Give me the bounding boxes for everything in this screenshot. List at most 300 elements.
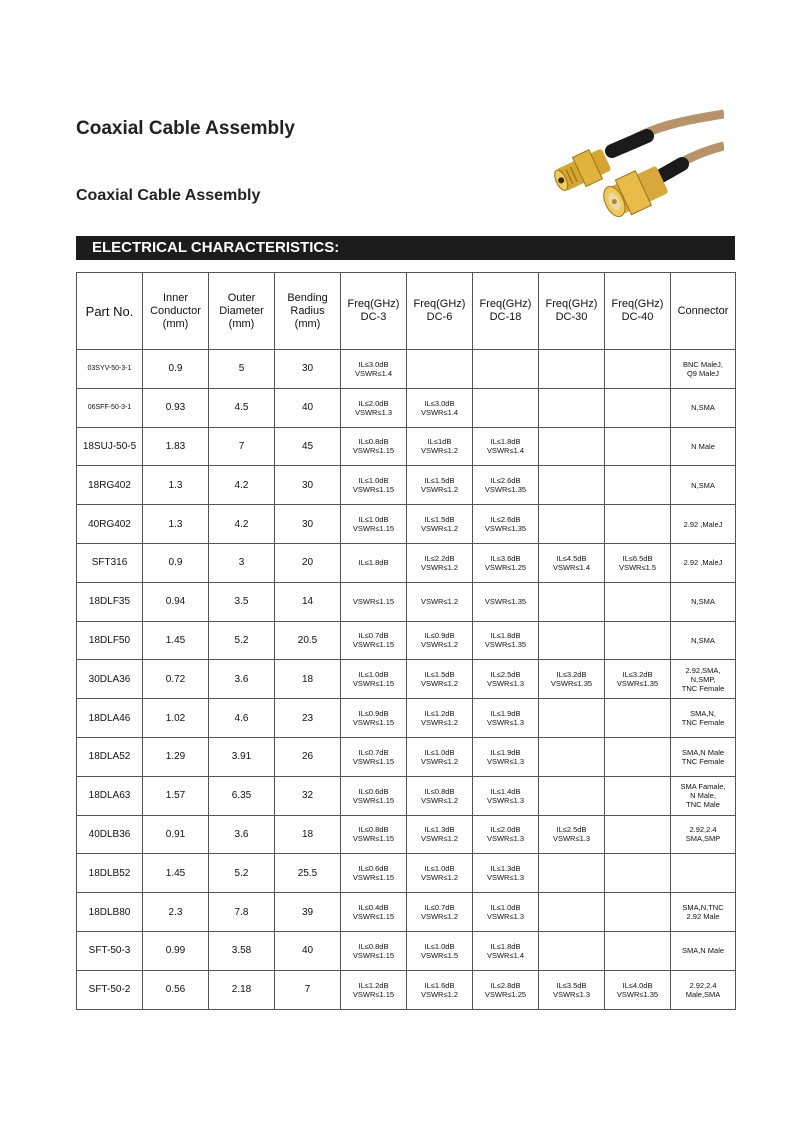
freq-f6-cell xyxy=(407,350,473,389)
freq-f30-cell xyxy=(539,466,605,505)
table-row xyxy=(77,970,736,1009)
spec-line-1: IL≤2.0dB xyxy=(358,398,389,408)
spec-line-2: VSWR≤1.2 xyxy=(420,562,459,572)
connector-cell xyxy=(671,699,736,738)
spec-line-1: IL≤3.2dB xyxy=(622,670,653,680)
connector-line: N Male, xyxy=(690,791,716,801)
connector-cell xyxy=(671,776,736,815)
spec-line-2: VSWR≤1.2 xyxy=(420,834,459,844)
connector-cell xyxy=(671,893,736,932)
freq-f3-cell xyxy=(341,505,407,544)
bending-radius-cell: 20.5 xyxy=(275,621,341,660)
inner-conductor-cell: 2.3 xyxy=(143,893,209,932)
spec-line-1: IL≤1.0dB xyxy=(358,670,389,680)
freq-f3-cell xyxy=(341,660,407,699)
freq-f3-cell xyxy=(341,582,407,621)
inner-conductor-cell: 0.9 xyxy=(143,543,209,582)
spec-line-1: IL≤0.7dB xyxy=(358,747,389,757)
table-row xyxy=(77,543,736,582)
spec-line-2: VSWR≤1.15 xyxy=(352,718,395,728)
bending-radius-cell: 30 xyxy=(275,466,341,505)
spec-line-1: IL≤1.3dB xyxy=(424,825,455,835)
freq-f40-cell xyxy=(605,505,671,544)
freq-f30-cell xyxy=(539,893,605,932)
table-row xyxy=(77,737,736,776)
freq-f6-cell xyxy=(407,854,473,893)
inner-conductor-cell: 1.45 xyxy=(143,621,209,660)
freq-f40-cell xyxy=(605,621,671,660)
bending-radius-cell: 32 xyxy=(275,776,341,815)
freq-f3-cell xyxy=(341,776,407,815)
table-row xyxy=(77,505,736,544)
connector-line: Male,SMA xyxy=(685,989,721,999)
col-header-inner-conductor: Inner Conductor (mm) xyxy=(143,273,209,350)
spec-line-1: IL≤2.6dB xyxy=(490,476,521,486)
connector-line: TNC Male xyxy=(686,800,720,810)
spec-line-1: IL≤1.9dB xyxy=(490,709,521,719)
outer-diameter-cell: 4.2 xyxy=(209,505,275,544)
connector-line: SMA Famale, xyxy=(680,782,726,792)
spec-line-2: VSWR≤1.4 xyxy=(552,562,591,572)
spec-line-1: IL≤1.0dB xyxy=(424,864,455,874)
table-row xyxy=(77,466,736,505)
spec-line-2: VSWR≤1.2 xyxy=(420,912,459,922)
connector-line: SMA,N,TNC xyxy=(682,903,724,913)
connector-line: SMA,SMP xyxy=(685,834,721,844)
spec-line-2: VSWR≤1.35 xyxy=(484,485,527,495)
connector-cell xyxy=(671,621,736,660)
table-header-row xyxy=(77,273,736,350)
freq-f40-cell xyxy=(605,699,671,738)
spec-line-2: VSWR≤1.15 xyxy=(352,834,395,844)
connector-line: N,SMA xyxy=(691,403,715,413)
outer-diameter-cell: 3.91 xyxy=(209,737,275,776)
spec-line-1: IL≤1.0dB xyxy=(424,747,455,757)
bending-radius-cell: 39 xyxy=(275,893,341,932)
part-number-cell: 18RG402 xyxy=(77,466,143,505)
part-number-cell: 18SUJ-50-5 xyxy=(77,427,143,466)
freq-f6-cell xyxy=(407,699,473,738)
part-number-cell: 30DLA36 xyxy=(77,660,143,699)
spec-line-2: VSWR≤1.15 xyxy=(352,640,395,650)
outer-diameter-cell: 3 xyxy=(209,543,275,582)
freq-f30-cell xyxy=(539,815,605,854)
spec-line-2: VSWR≤1.2 xyxy=(420,640,459,650)
inner-conductor-cell: 0.99 xyxy=(143,931,209,970)
part-number-cell: 18DLA46 xyxy=(77,699,143,738)
col-header-part-no: Part No. xyxy=(77,273,143,350)
freq-f3-cell xyxy=(341,621,407,660)
freq-f3-cell xyxy=(341,427,407,466)
outer-diameter-cell: 7.8 xyxy=(209,893,275,932)
connector-line: N,SMA xyxy=(691,597,715,607)
spec-line-2: VSWR≤1.5 xyxy=(420,950,459,960)
connector-cell xyxy=(671,543,736,582)
freq-f6-cell xyxy=(407,893,473,932)
freq-f18-cell xyxy=(473,737,539,776)
outer-diameter-cell: 6.35 xyxy=(209,776,275,815)
freq-f6-cell xyxy=(407,931,473,970)
outer-diameter-cell: 5 xyxy=(209,350,275,389)
connector-cell xyxy=(671,931,736,970)
connector-cell xyxy=(671,350,736,389)
inner-conductor-cell: 0.9 xyxy=(143,350,209,389)
spec-line-2: VSWR≤1.15 xyxy=(352,679,395,689)
spec-line-2: VSWR≤1.25 xyxy=(484,989,527,999)
table-row xyxy=(77,350,736,389)
spec-line-1: IL≤0.6dB xyxy=(358,864,389,874)
freq-f30-cell xyxy=(539,854,605,893)
spec-line-1: IL≤3.6dB xyxy=(490,553,521,563)
freq-f18-cell xyxy=(473,699,539,738)
outer-diameter-cell: 3.5 xyxy=(209,582,275,621)
spec-line-2: VSWR≤1.3 xyxy=(552,834,591,844)
freq-f18-cell xyxy=(473,931,539,970)
freq-f3-cell xyxy=(341,815,407,854)
bending-radius-cell: 40 xyxy=(275,388,341,427)
spec-line-1: IL≤1.0dB xyxy=(490,903,521,913)
connector-cell xyxy=(671,970,736,1009)
connector-cell xyxy=(671,737,736,776)
col-header-freq-dc40: Freq(GHz) DC-40 xyxy=(605,273,671,350)
spec-line-1: IL≤1dB xyxy=(427,437,452,447)
spec-line-1: IL≤0.6dB xyxy=(358,786,389,796)
col-header-freq-dc30: Freq(GHz) DC-30 xyxy=(539,273,605,350)
freq-f30-cell xyxy=(539,505,605,544)
spec-line-1: VSWR≤1.15 xyxy=(352,597,395,607)
table-row xyxy=(77,699,736,738)
freq-f6-cell xyxy=(407,427,473,466)
spec-line-2: VSWR≤1.3 xyxy=(354,407,393,417)
table-row xyxy=(77,931,736,970)
freq-f6-cell xyxy=(407,543,473,582)
electrical-characteristics-table xyxy=(76,272,736,1010)
spec-line-2: VSWR≤1.35 xyxy=(616,989,659,999)
table-row xyxy=(77,854,736,893)
spec-line-2: VSWR≤1.2 xyxy=(420,485,459,495)
outer-diameter-cell: 4.2 xyxy=(209,466,275,505)
inner-conductor-cell: 0.93 xyxy=(143,388,209,427)
table-row xyxy=(77,388,736,427)
connector-line: N,SMP, xyxy=(690,674,716,684)
part-number-cell: SFT-50-2 xyxy=(77,970,143,1009)
freq-f6-cell xyxy=(407,737,473,776)
freq-f40-cell xyxy=(605,660,671,699)
spec-line-1: IL≤1.8dB xyxy=(490,941,521,951)
part-number-cell: 06SFF-50-3-1 xyxy=(77,388,143,427)
freq-f3-cell xyxy=(341,388,407,427)
inner-conductor-cell: 0.72 xyxy=(143,660,209,699)
freq-f18-cell xyxy=(473,970,539,1009)
freq-f40-cell xyxy=(605,388,671,427)
spec-line-1: IL≤2.5dB xyxy=(490,670,521,680)
connector-line: 2.92 ,MaleJ xyxy=(683,519,723,529)
freq-f18-cell xyxy=(473,350,539,389)
freq-f30-cell xyxy=(539,931,605,970)
spec-line-2: VSWR≤1.2 xyxy=(420,873,459,883)
freq-f6-cell xyxy=(407,970,473,1009)
spec-line-2: VSWR≤1.2 xyxy=(420,446,459,456)
freq-f30-cell xyxy=(539,970,605,1009)
freq-f18-cell xyxy=(473,893,539,932)
freq-f18-cell xyxy=(473,854,539,893)
freq-f30-cell xyxy=(539,388,605,427)
freq-f40-cell xyxy=(605,350,671,389)
col-header-freq-dc6: Freq(GHz) DC-6 xyxy=(407,273,473,350)
freq-f6-cell xyxy=(407,388,473,427)
freq-f30-cell xyxy=(539,699,605,738)
freq-f18-cell xyxy=(473,427,539,466)
freq-f3-cell xyxy=(341,893,407,932)
connector-line: N,SMA xyxy=(691,480,715,490)
part-number-cell: SFT-50-3 xyxy=(77,931,143,970)
bending-radius-cell: 25.5 xyxy=(275,854,341,893)
freq-f18-cell xyxy=(473,388,539,427)
freq-f30-cell xyxy=(539,621,605,660)
spec-line-1: IL≤0.8dB xyxy=(358,437,389,447)
spec-line-2: VSWR≤1.5 xyxy=(618,562,657,572)
part-number-cell: 18DLA63 xyxy=(77,776,143,815)
table-row xyxy=(77,660,736,699)
freq-f40-cell xyxy=(605,582,671,621)
freq-f40-cell xyxy=(605,970,671,1009)
freq-f40-cell xyxy=(605,427,671,466)
spec-line-1: IL≤3.0dB xyxy=(358,359,389,369)
connector-line: N Male xyxy=(691,441,715,451)
table-row xyxy=(77,893,736,932)
outer-diameter-cell: 7 xyxy=(209,427,275,466)
bending-radius-cell: 40 xyxy=(275,931,341,970)
section-banner: ELECTRICAL CHARACTERISTICS: xyxy=(76,236,735,260)
connector-line: TNC Female xyxy=(681,718,725,728)
spec-line-1: IL≤0.8dB xyxy=(358,825,389,835)
spec-line-2: VSWR≤1.4 xyxy=(354,368,393,378)
part-number-cell: SFT316 xyxy=(77,543,143,582)
spec-line-1: IL≤1.6dB xyxy=(424,980,455,990)
outer-diameter-cell: 3.6 xyxy=(209,815,275,854)
freq-f18-cell xyxy=(473,582,539,621)
spec-line-2: VSWR≤1.3 xyxy=(486,873,525,883)
spec-line-1: IL≤2.6dB xyxy=(490,515,521,525)
spec-line-1: IL≤4.0dB xyxy=(622,980,653,990)
freq-f40-cell xyxy=(605,466,671,505)
freq-f6-cell xyxy=(407,505,473,544)
freq-f6-cell xyxy=(407,815,473,854)
connector-line: SMA,N Male xyxy=(681,946,725,956)
freq-f30-cell xyxy=(539,776,605,815)
freq-f40-cell xyxy=(605,776,671,815)
spec-line-2: VSWR≤1.15 xyxy=(352,950,395,960)
spec-line-2: VSWR≤1.15 xyxy=(352,756,395,766)
spec-line-2: VSWR≤1.15 xyxy=(352,446,395,456)
freq-f18-cell xyxy=(473,466,539,505)
outer-diameter-cell: 3.58 xyxy=(209,931,275,970)
part-number-cell: 40DLB36 xyxy=(77,815,143,854)
spec-line-2: VSWR≤1.15 xyxy=(352,873,395,883)
spec-line-1: IL≤4.5dB xyxy=(556,553,587,563)
spec-line-1: IL≤0.4dB xyxy=(358,903,389,913)
connector-line: 2.92,2.4 xyxy=(689,980,717,990)
inner-conductor-cell: 1.29 xyxy=(143,737,209,776)
col-header-freq-dc3: Freq(GHz) DC-3 xyxy=(341,273,407,350)
bending-radius-cell: 30 xyxy=(275,505,341,544)
col-header-outer-diameter: Outer Diameter (mm) xyxy=(209,273,275,350)
inner-conductor-cell: 1.83 xyxy=(143,427,209,466)
spec-line-1: IL≤1.0dB xyxy=(358,515,389,525)
freq-f18-cell xyxy=(473,660,539,699)
freq-f6-cell xyxy=(407,660,473,699)
spec-line-1: IL≤2.2dB xyxy=(424,553,455,563)
spec-line-1: VSWR≤1.2 xyxy=(420,597,459,607)
spec-line-2: VSWR≤1.3 xyxy=(486,718,525,728)
spec-line-2: VSWR≤1.3 xyxy=(486,912,525,922)
bending-radius-cell: 7 xyxy=(275,970,341,1009)
page-subtitle: Coaxial Cable Assembly xyxy=(76,187,261,204)
freq-f3-cell xyxy=(341,737,407,776)
spec-line-2: VSWR≤1.2 xyxy=(420,679,459,689)
outer-diameter-cell: 5.2 xyxy=(209,621,275,660)
outer-diameter-cell: 4.6 xyxy=(209,699,275,738)
spec-line-2: VSWR≤1.3 xyxy=(486,679,525,689)
table-row xyxy=(77,621,736,660)
spec-line-1: IL≤0.8dB xyxy=(424,786,455,796)
freq-f3-cell xyxy=(341,543,407,582)
connector-line: Q9 MaleJ xyxy=(686,368,720,378)
connector-cell xyxy=(671,388,736,427)
inner-conductor-cell: 1.45 xyxy=(143,854,209,893)
freq-f3-cell xyxy=(341,466,407,505)
freq-f6-cell xyxy=(407,621,473,660)
spec-line-2: VSWR≤1.15 xyxy=(352,524,395,534)
table-row xyxy=(77,582,736,621)
bending-radius-cell: 23 xyxy=(275,699,341,738)
spec-line-1: IL≤0.9dB xyxy=(358,709,389,719)
spec-line-1: IL≤1.9dB xyxy=(490,747,521,757)
connector-cell xyxy=(671,854,736,893)
spec-line-1: IL≤1.2dB xyxy=(424,709,455,719)
inner-conductor-cell: 0.94 xyxy=(143,582,209,621)
cable-connector-photo xyxy=(552,106,724,218)
connector-line: 2.92 Male xyxy=(686,912,720,922)
bending-radius-cell: 30 xyxy=(275,350,341,389)
freq-f40-cell xyxy=(605,815,671,854)
page-title: Coaxial Cable Assembly xyxy=(76,118,295,139)
freq-f40-cell xyxy=(605,737,671,776)
spec-line-2: VSWR≤1.35 xyxy=(550,679,593,689)
freq-f6-cell xyxy=(407,466,473,505)
connector-line: SMA,N Male xyxy=(681,747,725,757)
connector-line: TNC Female xyxy=(681,683,725,693)
freq-f30-cell xyxy=(539,543,605,582)
inner-conductor-cell: 1.3 xyxy=(143,505,209,544)
spec-line-2: VSWR≤1.3 xyxy=(486,834,525,844)
spec-line-1: IL≤3.2dB xyxy=(556,670,587,680)
outer-diameter-cell: 5.2 xyxy=(209,854,275,893)
col-header-connector: Connector xyxy=(671,273,736,350)
freq-f18-cell xyxy=(473,505,539,544)
connector-line: TNC Female xyxy=(681,756,725,766)
spec-line-1: VSWR≤1.35 xyxy=(484,597,527,607)
table-row xyxy=(77,776,736,815)
freq-f40-cell xyxy=(605,854,671,893)
col-header-bending-radius: Bending Radius (mm) xyxy=(275,273,341,350)
spec-line-2: VSWR≤1.35 xyxy=(616,679,659,689)
freq-f18-cell xyxy=(473,776,539,815)
freq-f18-cell xyxy=(473,815,539,854)
inner-conductor-cell: 1.02 xyxy=(143,699,209,738)
spec-line-1: IL≤1.8dB xyxy=(490,631,521,641)
part-number-cell: 18DLF50 xyxy=(77,621,143,660)
freq-f18-cell xyxy=(473,543,539,582)
freq-f3-cell xyxy=(341,931,407,970)
spec-line-2: VSWR≤1.35 xyxy=(484,524,527,534)
spec-line-2: VSWR≤1.2 xyxy=(420,756,459,766)
freq-f30-cell xyxy=(539,427,605,466)
spec-line-2: VSWR≤1.15 xyxy=(352,485,395,495)
spec-line-1: IL≤1.3dB xyxy=(490,864,521,874)
spec-line-2: VSWR≤1.15 xyxy=(352,912,395,922)
spec-line-1: IL≤1.5dB xyxy=(424,476,455,486)
part-number-cell: 18DLA52 xyxy=(77,737,143,776)
col-header-freq-dc18: Freq(GHz) DC-18 xyxy=(473,273,539,350)
spec-line-2: VSWR≤1.15 xyxy=(352,989,395,999)
outer-diameter-cell: 4.5 xyxy=(209,388,275,427)
bending-radius-cell: 26 xyxy=(275,737,341,776)
spec-line-1: IL≤1.4dB xyxy=(490,786,521,796)
part-number-cell: 03SYV-50-3-1 xyxy=(77,350,143,389)
outer-diameter-cell: 3.6 xyxy=(209,660,275,699)
spec-line-1: IL≤2.8dB xyxy=(490,980,521,990)
spec-line-2: VSWR≤1.2 xyxy=(420,524,459,534)
spec-line-2: VSWR≤1.3 xyxy=(552,989,591,999)
bending-radius-cell: 18 xyxy=(275,660,341,699)
part-number-cell: 18DLB80 xyxy=(77,893,143,932)
bending-radius-cell: 14 xyxy=(275,582,341,621)
spec-line-2: VSWR≤1.4 xyxy=(420,407,459,417)
spec-line-1: IL≤1.5dB xyxy=(424,670,455,680)
spec-line-1: IL≤6.5dB xyxy=(622,553,653,563)
spec-line-2: VSWR≤1.3 xyxy=(486,756,525,766)
bending-radius-cell: 18 xyxy=(275,815,341,854)
spec-line-2: VSWR≤1.2 xyxy=(420,718,459,728)
part-number-cell: 18DLB52 xyxy=(77,854,143,893)
freq-f40-cell xyxy=(605,893,671,932)
freq-f40-cell xyxy=(605,543,671,582)
spec-line-1: IL≤1.0dB xyxy=(424,941,455,951)
spec-line-2: VSWR≤1.4 xyxy=(486,950,525,960)
freq-f3-cell xyxy=(341,854,407,893)
freq-f30-cell xyxy=(539,737,605,776)
freq-f6-cell xyxy=(407,582,473,621)
freq-f30-cell xyxy=(539,350,605,389)
inner-conductor-cell: 0.56 xyxy=(143,970,209,1009)
spec-line-2: VSWR≤1.4 xyxy=(486,446,525,456)
connector-cell xyxy=(671,815,736,854)
spec-line-2: VSWR≤1.3 xyxy=(486,795,525,805)
connector-line: SMA,N, xyxy=(690,709,716,719)
freq-f30-cell xyxy=(539,582,605,621)
connector-line: 2.92 ,MaleJ xyxy=(683,558,723,568)
freq-f30-cell xyxy=(539,660,605,699)
connector-cell xyxy=(671,466,736,505)
spec-line-1: IL≤3.5dB xyxy=(556,980,587,990)
spec-line-2: VSWR≤1.25 xyxy=(484,562,527,572)
freq-f3-cell xyxy=(341,350,407,389)
freq-f6-cell xyxy=(407,776,473,815)
spec-line-1: IL≤3.0dB xyxy=(424,398,455,408)
inner-conductor-cell: 1.57 xyxy=(143,776,209,815)
spec-line-1: IL≤1.5dB xyxy=(424,515,455,525)
